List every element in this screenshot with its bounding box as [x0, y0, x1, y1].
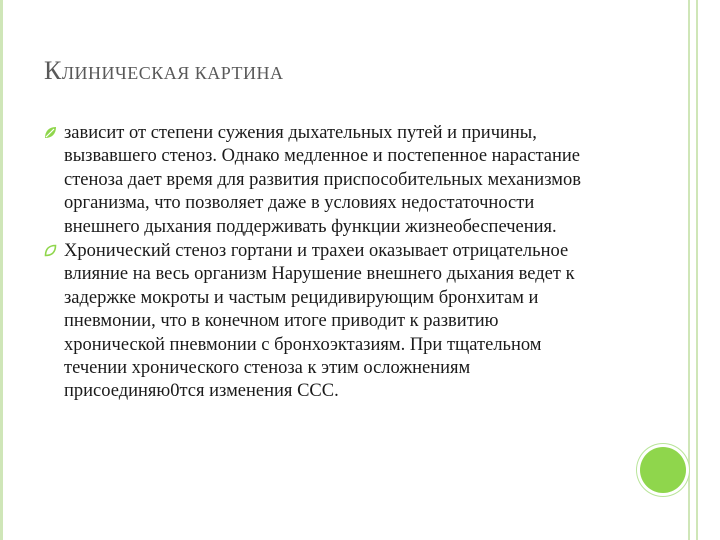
slide-body: [44, 122, 604, 404]
slide-title: [44, 56, 284, 86]
slide-right-rail: [688, 0, 698, 540]
green-circle-decoration: [640, 447, 686, 493]
bullet-item-2: [44, 240, 604, 404]
bullet-item-1: [44, 122, 604, 239]
slide-title-rest: ЛИНИЧЕСКАЯ КАРТИНА: [61, 63, 284, 83]
bullet-text-1: зависит от степени сужения дыхательных путей и причины, вызвавшего стеноз. Однако медленное и постепенное нарастание стеноза дает время для развития приспособительных механизмов организма, что позволяет даже в условиях недостаточности внешнего дыхания поддерживать функции жизнеобеспечения.: [64, 123, 581, 237]
filled-leaf-bullet-icon: [44, 126, 57, 139]
outline-leaf-bullet-icon: [44, 244, 57, 257]
slide-title-first-letter: К: [44, 56, 62, 85]
bullet-text-2: Хронический стеноз гортани и трахеи оказывает отрицательное влияние на весь организм Нарушение внешнего дыхания ведет к задержке мокроты и частым рецидивирующим бронхитам и пневмонии, что в конечном итоге приводит к развитию хронической пневмонии с бронхоэктазиям. При тщательном течении хронического стеноза к этим осложнениям присоединяю0тся изменения ССС.: [64, 241, 575, 402]
